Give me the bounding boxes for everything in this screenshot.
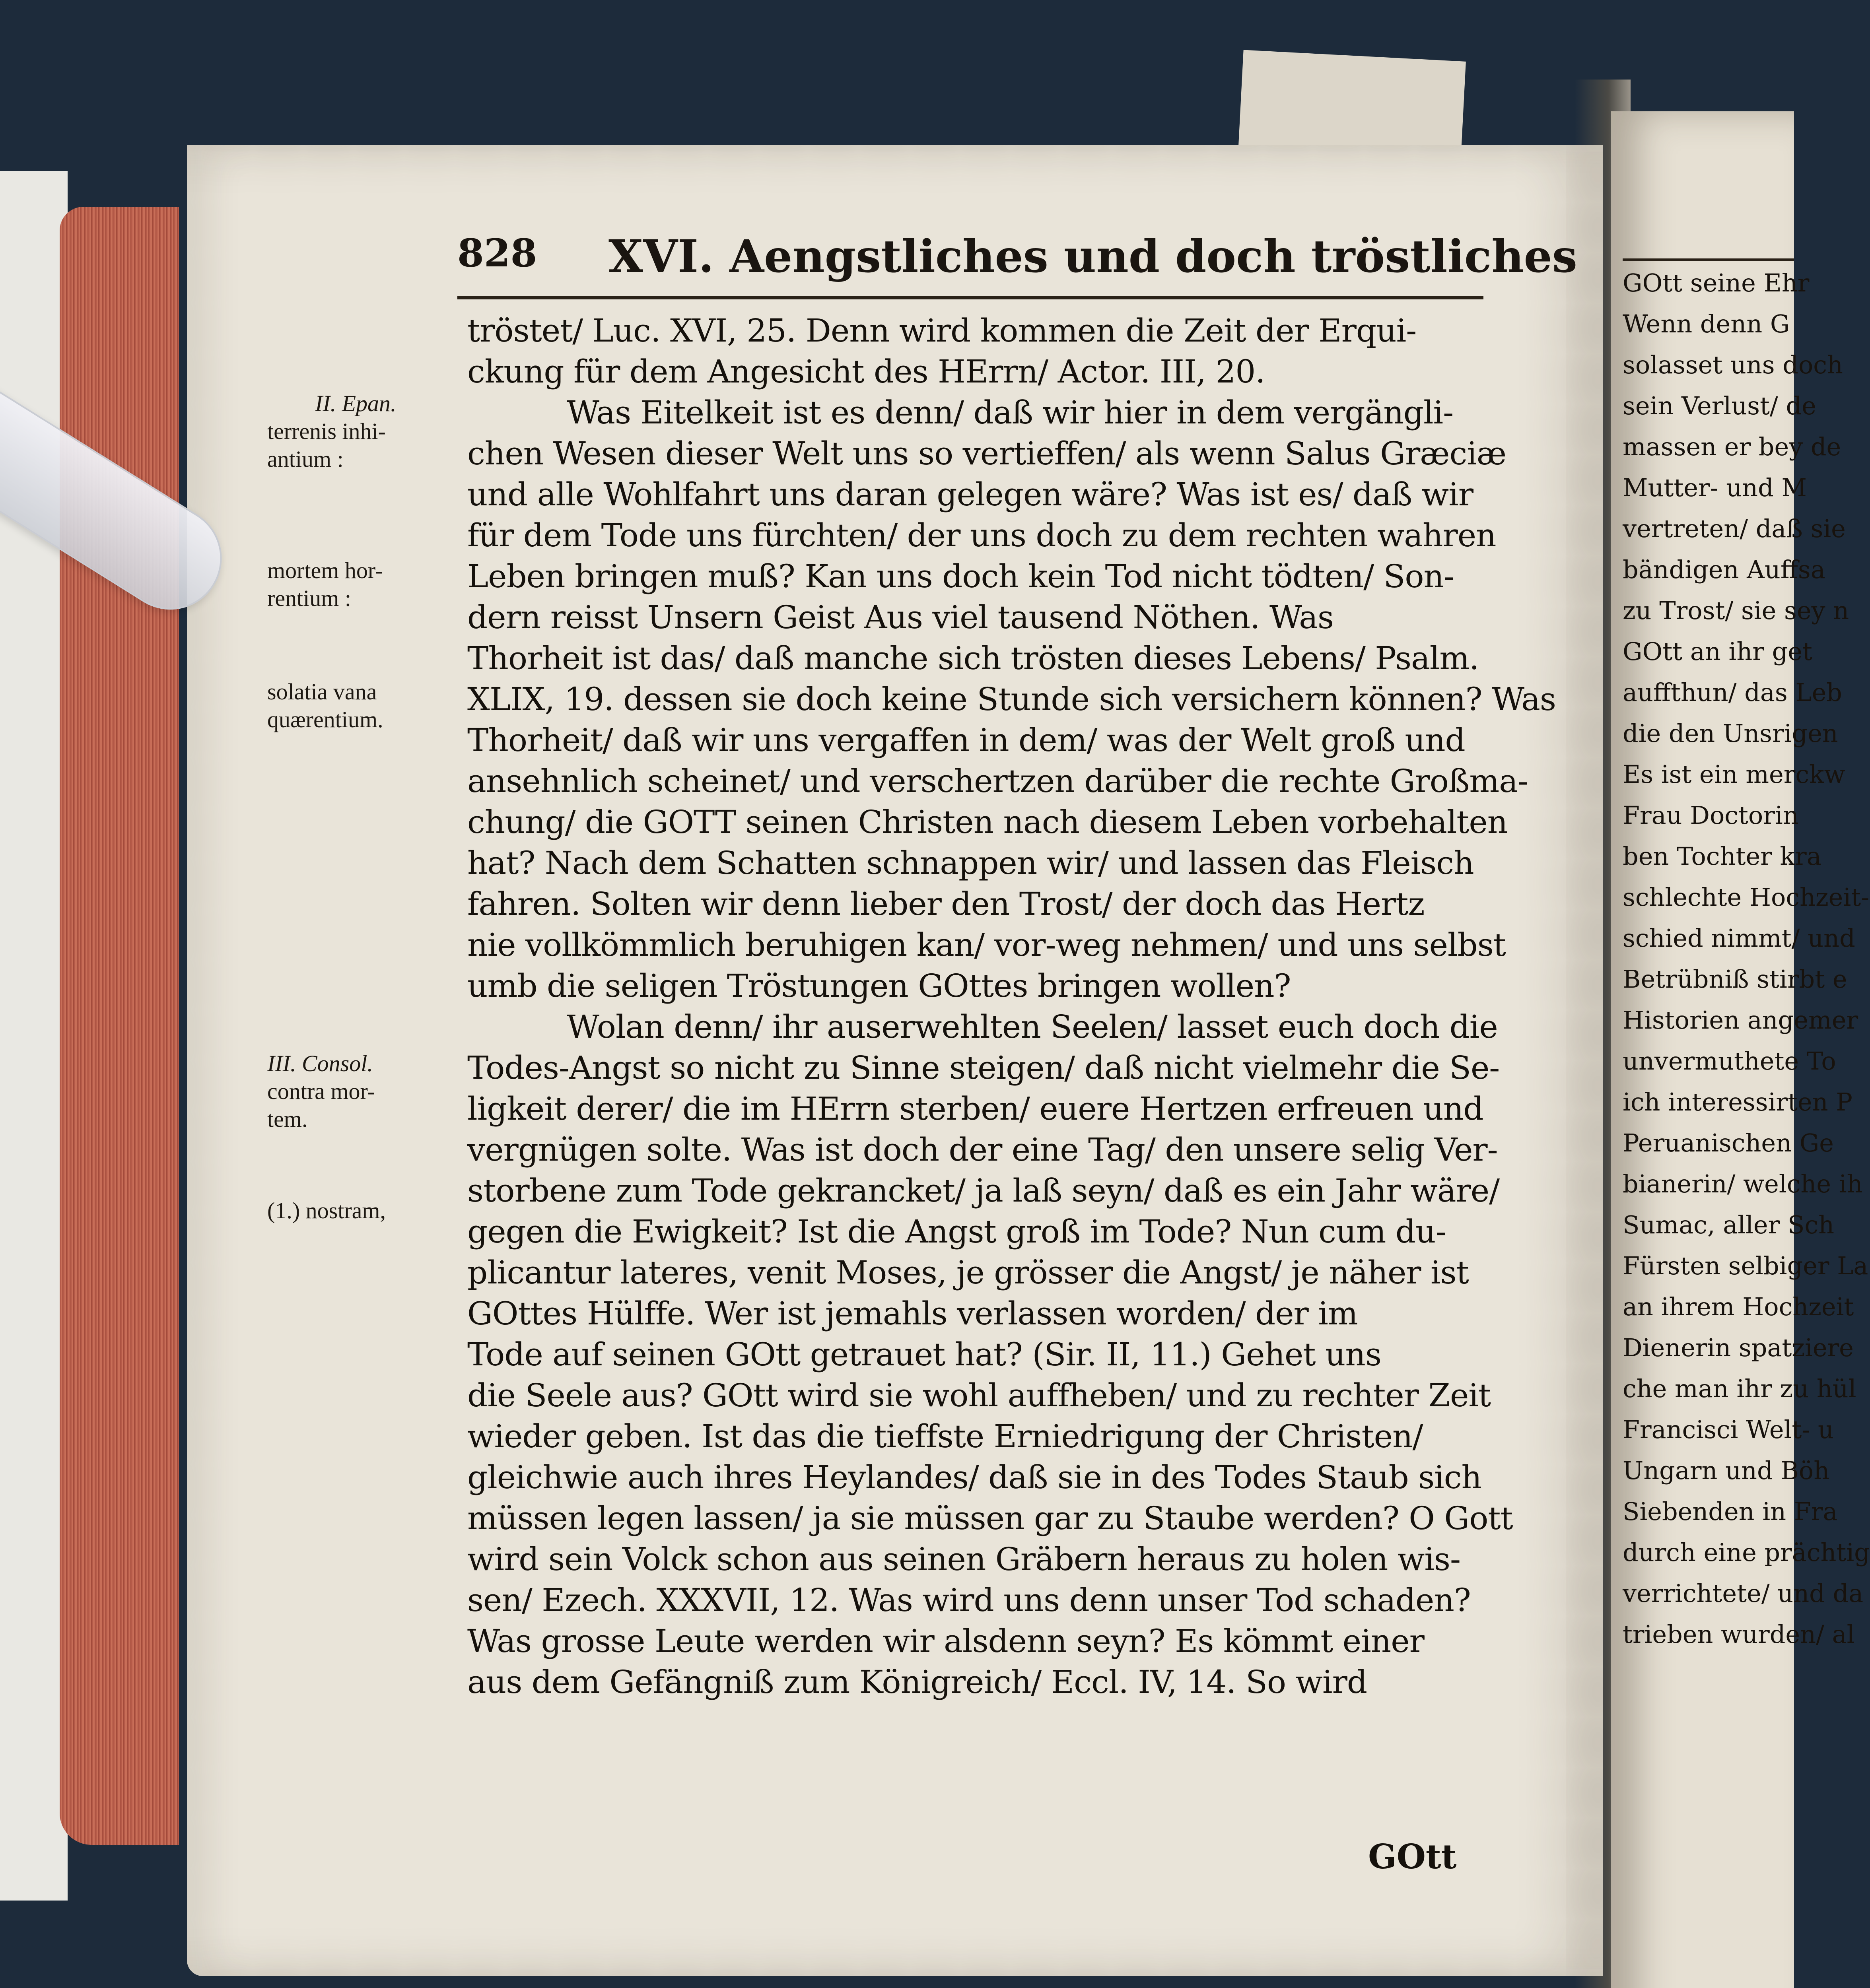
text-line: ansehnlich scheinet/ und verschertzen darüber die rechte Großma- [467,763,1528,800]
facing-line: Ungarn und Böh [1623,1456,1830,1485]
facing-line: vertreten/ daß sie [1623,514,1846,543]
facing-line: Historien angemer [1623,1006,1858,1035]
margin-line: tem. [267,1106,308,1132]
text-line: sen/ Ezech. XXXVII, 12. Was wird uns denn unser Tod schaden? [467,1582,1471,1619]
margin-line: solatia vana [267,679,377,705]
facing-line: Francisci Welt- u [1623,1415,1834,1444]
facing-line: Siebenden in Fra [1623,1497,1838,1526]
facing-line: die den Unsrigen [1623,719,1838,748]
text-line: storbene zum Tode gekrancket/ ja laß seyn/ daß es ein Jahr wäre/ [467,1172,1500,1209]
marginal-note [267,1050,454,1133]
margin-line: (1.) nostram, [267,1198,386,1223]
text-line: vergnügen solte. Was ist doch der eine Tag/ den unsere selig Ver- [467,1131,1498,1168]
text-line: Todes-Angst so nicht zu Sinne steigen/ daß nicht vielmehr die Se- [467,1049,1500,1086]
header-rule [457,296,1483,299]
facing-line: Frau Doctorin [1623,801,1799,830]
text-line: die Seele aus? GOtt wird sie wohl auffheben/ und zu rechter Zeit [467,1377,1491,1414]
facing-line: solasset uns doch [1623,350,1843,379]
margin-line: mortem hor- [267,557,383,583]
facing-line: GOtt an ihr get [1623,637,1812,666]
facing-line: Sumac, aller Sch [1623,1210,1835,1239]
facing-line: GOtt seine Ehr [1623,268,1810,297]
facing-line: zu Trost/ sie sey n [1623,596,1849,625]
text-line: plicantur lateres, venit Moses, je grösser die Angst/ je näher ist [467,1254,1469,1291]
facing-line: Fürsten selbiger La [1623,1251,1868,1280]
catchword: GOtt [1368,1837,1457,1876]
text-line: Leben bringen muß? Kan uns doch kein Tod nicht tödten/ Son- [467,558,1454,595]
text-line: Was Eitelkeit ist es denn/ daß wir hier in dem vergängli- [567,394,1454,431]
facing-line: durch eine prächtig [1623,1538,1870,1567]
text-line: müssen legen lassen/ ja sie müssen gar zu Staube werden? O Gott [467,1500,1513,1537]
facing-line: trieben wurden/ al [1623,1620,1855,1649]
margin-line: quærentium. [267,707,383,732]
text-line: hat? Nach dem Schatten schnappen wir/ und lassen das Fleisch [467,845,1474,881]
text-line: Tode auf seinen GOtt getrauet hat? (Sir. II, 11.) Gehet uns [467,1336,1381,1373]
text-line: umb die seligen Tröstungen GOttes bringen wollen? [467,967,1291,1004]
facing-line: schied nimmt/ und [1623,924,1855,953]
marginal-note [267,1197,454,1225]
text-line: gleichwie auch ihres Heylandes/ daß sie in des Todes Staub sich [467,1459,1482,1496]
text-line: aus dem Gefängniß zum Königreich/ Eccl. IV, 14. So wird [467,1664,1367,1701]
facing-page-text [1623,262,1870,1655]
facing-line: ben Tochter kra [1623,842,1821,871]
margin-line: antium : [267,446,344,472]
page-number: 828 [457,231,537,276]
text-line: XLIX, 19. dessen sie doch keine Stunde sich versichern können? Was [467,681,1556,718]
text-line: gegen die Ewigkeit? Ist die Angst groß im Tode? Nun cum du- [467,1213,1446,1250]
marginal-note [267,678,454,734]
marginal-note [267,557,454,612]
paper-slip [1238,50,1466,157]
facing-line: verrichtete/ und da [1623,1579,1864,1608]
text-line: dern reisst Unsern Geist Aus viel tausend Nöthen. Was [467,599,1334,636]
page-header [457,231,1577,290]
margin-line: rentium : [267,585,352,611]
facing-line: Mutter- und M [1623,473,1807,502]
text-line: Was grosse Leute werden wir alsdenn seyn? Es kömmt einer [467,1623,1424,1660]
text-line: Wolan denn/ ihr auserwehlten Seelen/ lasset euch doch die [567,1008,1498,1045]
facing-line: sein Verlust/ de [1623,391,1816,420]
text-line: ligkeit derer/ die im HErrn sterben/ euere Hertzen erfreuen und [467,1090,1483,1127]
text-line: tröstet/ Luc. XVI, 25. Denn wird kommen die Zeit der Erqui- [467,312,1417,349]
text-line: chen Wesen dieser Welt uns so vertieffen/ als wenn Salus Græciæ [467,435,1506,472]
margin-line: contra mor- [267,1078,375,1104]
facing-line: Betrübniß stirbt e [1623,965,1847,994]
facing-line: bianerin/ welche ih [1623,1169,1863,1198]
facing-line: Dienerin spatziere [1623,1333,1854,1362]
text-line: chung/ die GOTT seinen Christen nach diesem Leben vorbehalten [467,804,1508,841]
facing-line: Peruanischen Ge [1623,1128,1834,1157]
text-line: wird sein Volck schon aus seinen Gräbern heraus zu holen wis- [467,1541,1461,1578]
facing-line: Wenn denn G [1623,309,1790,338]
facing-line: an ihrem Hochzeit [1623,1292,1854,1321]
margin-line: II. Epan. [315,390,397,416]
text-line: für dem Tode uns fürchten/ der uns doch zu dem rechten wahren [467,517,1496,554]
facing-line: Es ist ein merckw [1623,760,1845,789]
text-line: nie vollkömmlich beruhigen kan/ vor-weg nehmen/ und uns selbst [467,926,1506,963]
text-line: ckung für dem Angesicht des HErrn/ Actor. III, 20. [467,353,1265,390]
facing-line: che man ihr zu hül [1623,1374,1856,1403]
text-line: und alle Wohlfahrt uns daran gelegen wäre? Was ist es/ daß wir [467,476,1473,513]
facing-line: unvermuthete To [1623,1046,1836,1076]
marginal-note [267,390,454,473]
margin-line: III. Consol. [267,1050,373,1076]
text-line: fahren. Solten wir denn lieber den Trost/ der doch das Hertz [467,885,1425,922]
text-line: Thorheit/ daß wir uns vergaffen in dem/ was der Welt groß und [467,722,1465,759]
facing-line: schlechte Hochzeit- [1623,883,1870,912]
main-text-block [467,310,1556,1703]
facing-line: massen er bey de [1623,432,1841,461]
facing-line: bändigen Auffsa [1623,555,1825,584]
running-title: XVI. Aengstliches und doch tröstliches [608,231,1577,283]
facing-page-rule [1623,258,1794,261]
margin-line: terrenis inhi- [267,418,386,444]
facing-line: auffthun/ das Leb [1623,678,1842,707]
text-line: GOttes Hülffe. Wer ist jemahls verlassen worden/ der im [467,1295,1358,1332]
facing-line: ich interessirten P [1623,1087,1853,1116]
text-line: wieder geben. Ist das die tieffste Erniedrigung der Christen/ [467,1418,1423,1455]
text-line: Thorheit ist das/ daß manche sich trösten dieses Lebens/ Psalm. [467,640,1479,677]
